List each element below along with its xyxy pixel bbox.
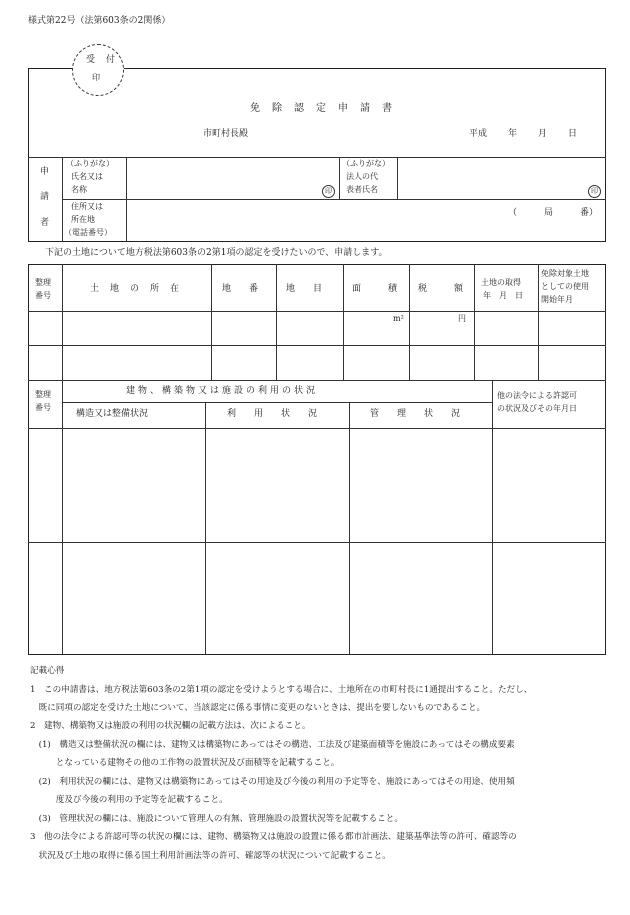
note-line-1: 1 この申請書は、地方税法第603条の2第1項の認定を受けようとする場合に、土地所在の市町村長に1通提出すること。ただし、 bbox=[30, 685, 533, 695]
rep-divider-right bbox=[397, 157, 398, 199]
notes-heading: 記載心得 bbox=[30, 666, 65, 676]
management-header: 管 理 状 況 bbox=[370, 409, 461, 419]
address-label-2: 所在地 bbox=[71, 215, 95, 224]
use-header: 利 用 状 況 bbox=[227, 409, 318, 419]
rep-label-1: 法人の代 bbox=[346, 172, 378, 181]
usage-title-bottom bbox=[62, 402, 492, 403]
phone-exchange: 局 bbox=[544, 208, 554, 218]
acquisition-header-1: 土地の取得 bbox=[481, 278, 521, 287]
note-line-6: (2) 利用状況の欄には、建物又は構築物にあってはその用途及び今後の利用の予定等を、施設にあってはその用途、使用頻 bbox=[30, 777, 515, 787]
land-col-4 bbox=[343, 264, 344, 380]
date-month: 月 bbox=[538, 129, 548, 139]
tax-header: 税 額 bbox=[418, 284, 464, 294]
date-day: 日 bbox=[568, 129, 578, 139]
note-line-4: (1) 構造又は整備状況の欄には、建物又は構築物にあってはその構造、工法及び建築面積等を施設にあってはその構成要素 bbox=[30, 740, 515, 750]
acquisition-header-2: 年 月 日 bbox=[483, 291, 523, 300]
application-box bbox=[28, 68, 606, 242]
stamp-label: 受 付 bbox=[86, 55, 117, 65]
applicant-field-divider bbox=[126, 157, 127, 242]
usage-col-4 bbox=[492, 380, 493, 655]
lot-header: 地 番 bbox=[222, 284, 259, 294]
form-number-label: 様式第22号（法第603条の2関係） bbox=[28, 16, 171, 26]
addressee: 市町村長殿 bbox=[203, 129, 249, 139]
land-col-6 bbox=[474, 264, 475, 380]
land-col-1 bbox=[62, 264, 63, 380]
applicant-label-3: 者 bbox=[40, 218, 50, 228]
land-col-3 bbox=[276, 264, 277, 380]
exempt-header-1: 免除対象土地 bbox=[541, 269, 589, 278]
land-header-bottom bbox=[28, 311, 606, 312]
note-line-5: となっている建物その他の工作物の設置状況及び面積等を記載すること。 bbox=[30, 758, 340, 768]
rep-furigana-label: （ふりがな） bbox=[342, 159, 390, 168]
rep-divider-left bbox=[339, 157, 340, 199]
land-num-header-2: 番号 bbox=[35, 291, 51, 300]
applicant-top-line bbox=[28, 157, 606, 158]
name-seal-mark: 印 bbox=[322, 185, 335, 198]
name-label-1: 氏名又は bbox=[71, 172, 103, 181]
location-header: 土 地 の 所 在 bbox=[90, 284, 181, 294]
usage-title-header: 建物、構築物又は施設の利用の状況 bbox=[126, 386, 319, 396]
stamp-seal-label: 印 bbox=[92, 73, 100, 82]
usage-col-2 bbox=[205, 402, 206, 655]
exempt-header-2: としての使用 bbox=[541, 282, 589, 291]
note-line-7: 度及び今後の利用の予定等を記載すること。 bbox=[30, 795, 228, 805]
phone-open: （ bbox=[508, 208, 518, 218]
applicant-label-1: 申 bbox=[40, 167, 50, 177]
land-col-7 bbox=[538, 264, 539, 380]
applicant-mid-line bbox=[62, 199, 606, 200]
date-year: 年 bbox=[508, 129, 518, 139]
applicant-label-divider bbox=[62, 157, 63, 242]
category-header: 地 目 bbox=[286, 284, 323, 294]
land-col-2 bbox=[211, 264, 212, 380]
land-row-1-bottom bbox=[28, 345, 606, 346]
usage-num-header-2: 番号 bbox=[35, 403, 51, 412]
structure-header: 構造又は整備状況 bbox=[76, 409, 149, 419]
permit-header-2: の状況及びその年月日 bbox=[497, 404, 577, 413]
applicant-label-2: 請 bbox=[40, 192, 50, 202]
land-usage-table bbox=[28, 264, 606, 655]
address-label-1: 住所又は bbox=[71, 202, 103, 211]
tax-unit: 円 bbox=[458, 314, 466, 323]
permit-header-1: 他の法令による許認可 bbox=[497, 391, 577, 400]
usage-header-bottom bbox=[28, 428, 606, 429]
name-label-2: 名称 bbox=[71, 185, 87, 194]
statement-text: 下記の土地について地方税法第603条の2第1項の認定を受けたいので、申請します。 bbox=[45, 248, 388, 258]
phone-number: 番） bbox=[580, 208, 599, 218]
note-line-9: 3 他の法令による許認可等の状況の欄には、建物、構築物又は施設の設置に係る都市計画法、建築基準法等の許可、確認等の bbox=[30, 832, 517, 842]
exempt-header-3: 開始年月 bbox=[541, 295, 573, 304]
reception-stamp bbox=[72, 44, 124, 96]
rep-label-2: 表者氏名 bbox=[346, 185, 378, 194]
usage-col-3 bbox=[349, 402, 350, 655]
usage-col-1 bbox=[62, 380, 63, 655]
note-line-10: 状況及び土地の取得に係る国土利用計画法等の許可、確認等の状況について記載すること。 bbox=[30, 851, 391, 861]
land-num-header-1: 整理 bbox=[35, 278, 51, 287]
area-header: 面 積 bbox=[352, 284, 398, 294]
note-line-8: (3) 管理状況の欄には、施設について管理人の有無、管理施設の設置状況等を記載すること。 bbox=[30, 814, 403, 824]
land-col-5 bbox=[409, 264, 410, 380]
form-title: 免 除 認 定 申 請 書 bbox=[250, 103, 393, 114]
rep-seal-mark: 印 bbox=[588, 185, 601, 198]
address-label-3: （電話番号） bbox=[64, 228, 112, 237]
note-line-2: 既に同項の認定を受けた土地について、当該認定に係る事情に変更のないときは、提出を要しないものであること。 bbox=[30, 703, 486, 713]
date-era: 平成 bbox=[469, 129, 488, 139]
usage-num-header-1: 整理 bbox=[35, 390, 51, 399]
furigana-label: （ふりがな） bbox=[66, 159, 114, 168]
note-line-3: 2 建物、構築物又は施設の利用の状況欄の記載方法は、次によること。 bbox=[30, 721, 311, 731]
usage-row-1-bottom bbox=[28, 542, 606, 543]
area-unit: m² bbox=[393, 314, 404, 323]
land-row-2-bottom bbox=[28, 380, 606, 381]
